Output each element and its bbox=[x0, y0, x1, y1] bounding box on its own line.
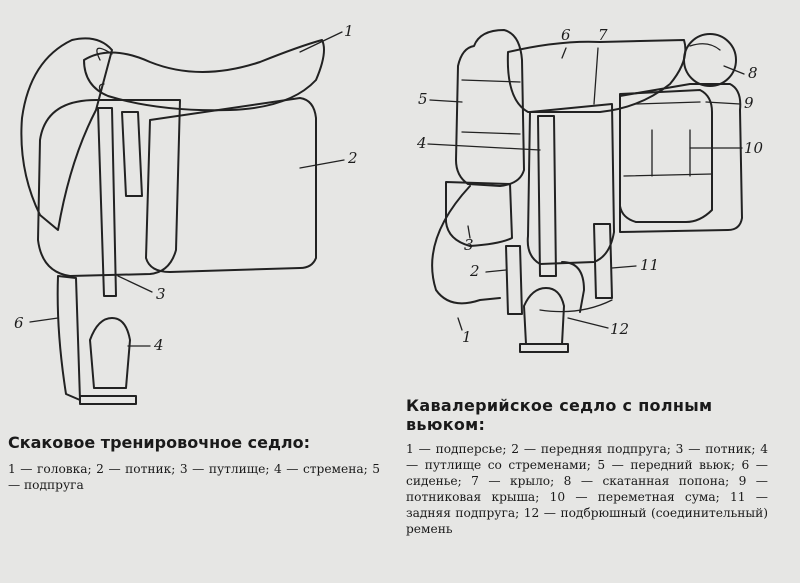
left-figure-legend: 1 — головка; 2 — потник; 3 — путлище; 4 — стремена; 5 — подпруга bbox=[8, 462, 380, 492]
saddle-cloth bbox=[146, 98, 316, 272]
callout-right-2: 2 bbox=[470, 262, 480, 280]
callout-right-8: 8 bbox=[748, 64, 758, 82]
callout-right-6: 6 bbox=[561, 26, 571, 44]
cavalry-stirrup bbox=[524, 288, 564, 344]
front-saddle-cloth bbox=[446, 182, 512, 246]
cavalry-saddle-drawing bbox=[428, 26, 744, 352]
stirrup-leather bbox=[98, 108, 116, 296]
saddle-flap bbox=[38, 100, 180, 276]
callout-left-2: 2 bbox=[348, 149, 358, 167]
callout-right-12: 12 bbox=[610, 320, 630, 338]
cavalry-stirrup-leather bbox=[538, 116, 556, 276]
callout-left-4: 4 bbox=[154, 336, 164, 354]
belly-strap bbox=[540, 300, 612, 312]
callout-left-1: 1 bbox=[344, 22, 354, 40]
front-girth bbox=[506, 246, 522, 314]
callout-left-6: 6 bbox=[14, 314, 24, 332]
saddle-seat bbox=[84, 40, 324, 110]
saddle-wing bbox=[528, 104, 614, 264]
saddle-cloth-roof bbox=[620, 84, 742, 232]
girth bbox=[58, 276, 80, 400]
front-pack bbox=[456, 30, 524, 186]
callout-right-3: 3 bbox=[464, 236, 474, 254]
flap-strap bbox=[122, 112, 142, 196]
callout-right-7: 7 bbox=[598, 26, 608, 44]
callout-right-9: 9 bbox=[744, 94, 754, 112]
callout-left-3: 3 bbox=[156, 285, 166, 303]
rolled-blanket bbox=[684, 34, 736, 86]
callout-right-5: 5 bbox=[418, 90, 428, 108]
racing-saddle-drawing bbox=[21, 32, 344, 404]
callout-right-11: 11 bbox=[640, 256, 660, 274]
callout-right-10: 10 bbox=[744, 139, 764, 157]
saddle-bag bbox=[620, 90, 712, 222]
stirrup-iron bbox=[90, 318, 130, 388]
right-figure-legend: 1 — подперсье; 2 — передняя подпруга; 3 — потник; 4 — путлище со стременами; 5 — передний вьюк; 6 — сиденье; 7 — крыло; 8 — скатанная попона; 9 — потниковая крыша; 10 — переметная сума; 11 — задняя подпруга; 12 — подбрюшный (соединительный) ремень bbox=[406, 442, 768, 536]
left-figure-title: Скаковое тренировочное седло: bbox=[8, 433, 311, 452]
callout-right-4: 4 bbox=[417, 134, 427, 152]
right-figure-title: Кавалерийское седло с полным вьюком: bbox=[406, 396, 713, 434]
callout-right-1: 1 bbox=[462, 328, 472, 346]
